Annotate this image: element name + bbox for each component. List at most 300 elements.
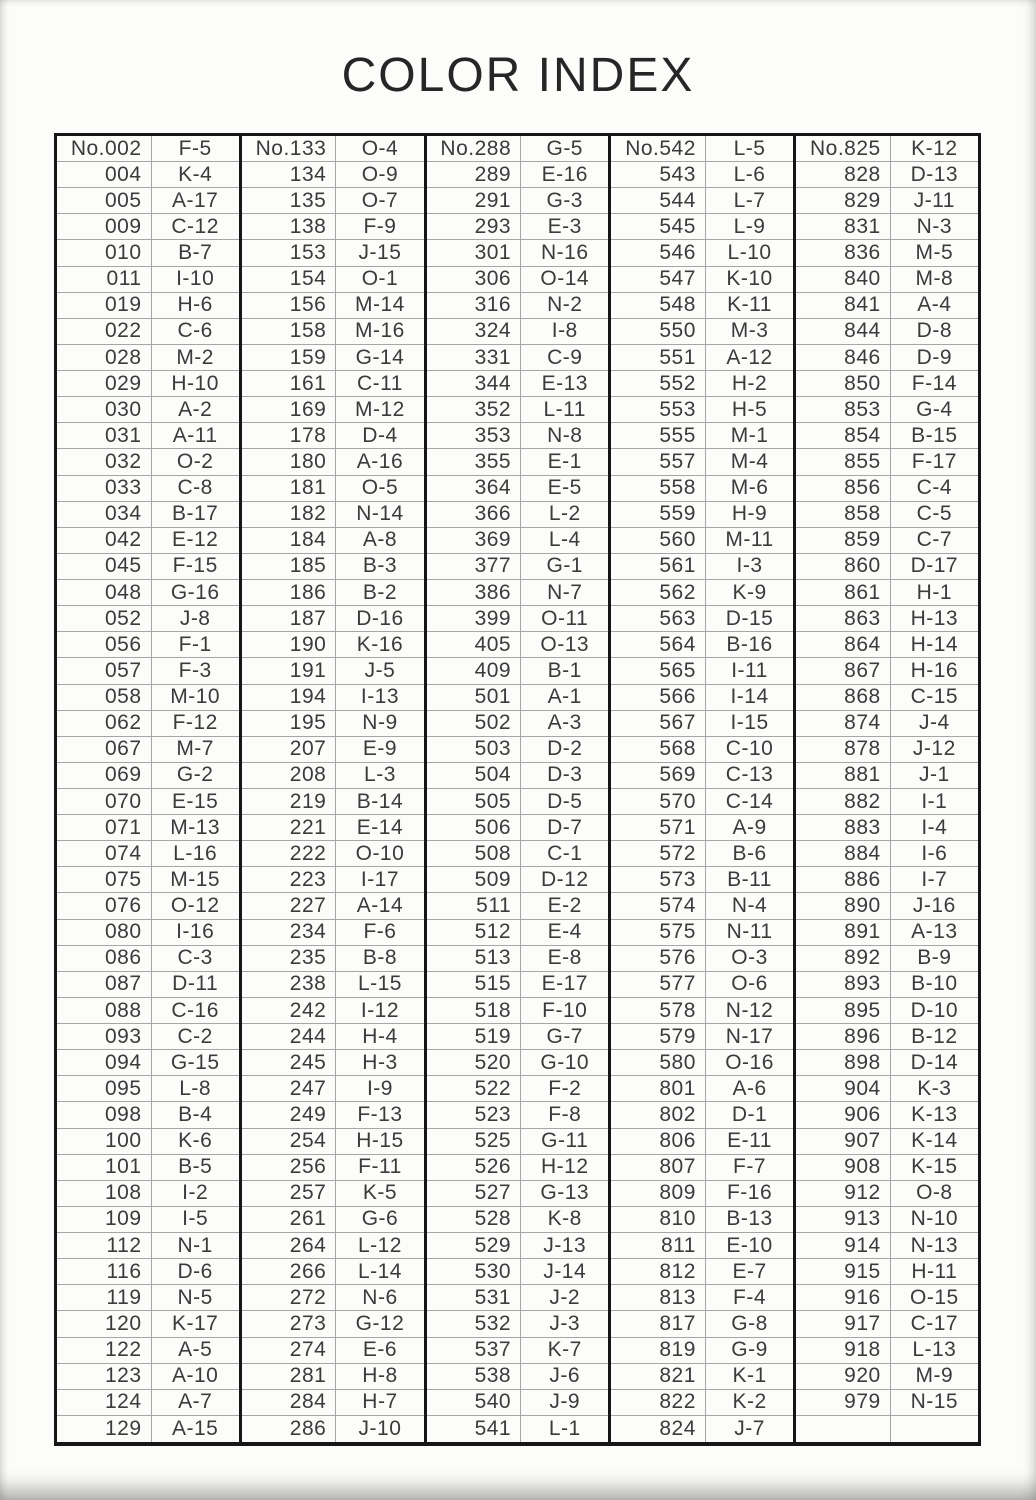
color-number-cell: 181	[242, 476, 337, 502]
color-code-cell: N-1	[152, 1233, 239, 1259]
color-number-cell: 890	[796, 893, 891, 919]
color-number-cell: 004	[57, 162, 152, 188]
color-code-cell: M-4	[706, 449, 793, 475]
color-code-cell: M-8	[891, 267, 978, 293]
color-code-cell: G-10	[521, 1050, 608, 1076]
color-code-cell: J-12	[891, 737, 978, 763]
color-code-cell: A-10	[152, 1364, 239, 1390]
color-number-cell: No.825	[796, 136, 891, 162]
color-code-cell: M-1	[706, 423, 793, 449]
color-code-cell: O-13	[521, 632, 608, 658]
color-code-cell: A-4	[891, 293, 978, 319]
color-number-cell: 979	[796, 1390, 891, 1416]
color-code-cell: H-10	[152, 371, 239, 397]
color-code-cell: K-10	[706, 267, 793, 293]
color-number-cell: 100	[57, 1129, 152, 1155]
color-number-cell: 886	[796, 867, 891, 893]
color-code-cell: B-7	[152, 240, 239, 266]
color-code-cell: J-7	[734, 1416, 765, 1440]
color-code-cell: C-2	[152, 1024, 239, 1050]
column-pair-3	[424, 136, 609, 1442]
color-code-cell: K-3	[891, 1076, 978, 1102]
color-number-cell: 088	[57, 998, 152, 1024]
color-code-cell: A-7	[152, 1390, 239, 1416]
color-code-cell: J-9	[521, 1390, 608, 1416]
color-code-cell: F-5	[152, 136, 239, 162]
color-code-cell: O-7	[336, 188, 423, 214]
color-number-cell: 028	[57, 345, 152, 371]
color-code-cell: A-5	[152, 1338, 239, 1364]
color-code-cell: K-2	[706, 1390, 793, 1416]
color-code-cell: G-9	[706, 1338, 793, 1364]
color-number-cell: 506	[427, 815, 522, 841]
color-number-cell: 129	[57, 1416, 152, 1442]
color-number-cell: 101	[57, 1155, 152, 1181]
color-number-cell: 906	[796, 1102, 891, 1128]
color-number-cell: No.133	[242, 136, 337, 162]
color-number-cell: 550	[611, 319, 706, 345]
color-code-cell: H-5	[706, 397, 793, 423]
color-number-cell: 169	[242, 397, 337, 423]
color-code-cell: L-11	[521, 397, 608, 423]
color-number-cell: 134	[242, 162, 337, 188]
color-code-cell: G-16	[152, 580, 239, 606]
color-number-cell: 219	[242, 789, 337, 815]
color-code-cell: F-4	[706, 1285, 793, 1311]
color-code-cell: D-14	[891, 1050, 978, 1076]
color-code-cell: F-12	[152, 711, 239, 737]
color-number-cell: 893	[796, 972, 891, 998]
color-code-cell: C-13	[706, 763, 793, 789]
color-number-cell: 572	[611, 841, 706, 867]
color-number-cell: 034	[57, 502, 152, 528]
color-number-cell: 850	[796, 371, 891, 397]
color-code-cell: G-11	[521, 1129, 608, 1155]
color-code-cell: B-9	[891, 946, 978, 972]
color-code-cell: B-12	[891, 1024, 978, 1050]
color-code-cell: G-4	[891, 397, 978, 423]
color-code-cell: M-16	[336, 319, 423, 345]
color-code-cell: J-2	[521, 1285, 608, 1311]
color-code-cell: B-16	[706, 632, 793, 658]
color-code-cell: K-16	[336, 632, 423, 658]
color-number-cell: 094	[57, 1050, 152, 1076]
color-number-cell: 190	[242, 632, 337, 658]
color-code-cell: H-1	[891, 580, 978, 606]
color-code-cell: K-13	[891, 1102, 978, 1128]
color-number-cell: 891	[796, 920, 891, 946]
color-code-cell: E-10	[706, 1233, 793, 1259]
color-code-cell: E-12	[152, 528, 239, 554]
color-code-cell: K-7	[521, 1338, 608, 1364]
color-code-cell: H-4	[336, 1024, 423, 1050]
color-number-cell: 571	[611, 815, 706, 841]
color-code-cell: N-16	[521, 240, 608, 266]
color-code-cell: M-14	[336, 293, 423, 319]
color-code-cell: A-1	[521, 685, 608, 711]
column-pair-5	[793, 136, 978, 1442]
color-code-cell: C-14	[706, 789, 793, 815]
color-number-cell: 544	[611, 188, 706, 214]
color-code-cell: M-9	[891, 1364, 978, 1390]
color-code-cell: J-3	[521, 1311, 608, 1337]
color-number-cell: 030	[57, 397, 152, 423]
color-code-cell: K-8	[521, 1207, 608, 1233]
color-number-cell: 195	[242, 711, 337, 737]
color-number-cell: 817	[611, 1311, 706, 1337]
color-number-cell: 242	[242, 998, 337, 1024]
color-code-cell: F-2	[521, 1076, 608, 1102]
color-number-cell: 512	[427, 920, 522, 946]
color-number-cell: 316	[427, 293, 522, 319]
color-code-cell: N-9	[336, 711, 423, 737]
color-code-cell: K-11	[706, 293, 793, 319]
color-number-cell: 822	[611, 1390, 706, 1416]
color-code-cell: M-3	[706, 319, 793, 345]
color-code-cell: F-7	[706, 1155, 793, 1181]
color-number-cell: 080	[57, 920, 152, 946]
color-code-cell: J-4	[891, 711, 978, 737]
color-number-cell: 116	[57, 1259, 152, 1285]
color-number-cell: 819	[611, 1338, 706, 1364]
color-number-cell: 854	[796, 423, 891, 449]
color-code-cell: K-15	[891, 1155, 978, 1181]
color-number-cell: 828	[796, 162, 891, 188]
color-code-cell: J-6	[521, 1364, 608, 1390]
color-number-cell: 108	[57, 1181, 152, 1207]
color-number-cell: 513	[427, 946, 522, 972]
color-code-cell: L-7	[706, 188, 793, 214]
color-code-cell: I-14	[706, 685, 793, 711]
color-number-cell: 878	[796, 737, 891, 763]
color-number-cell: 859	[796, 528, 891, 554]
color-code-cell: B-11	[706, 867, 793, 893]
color-code-cell: N-8	[521, 423, 608, 449]
color-number-cell: 918	[796, 1338, 891, 1364]
color-number-cell: No.288	[427, 136, 522, 162]
page-title: COLOR INDEX	[341, 49, 695, 102]
color-index-table	[54, 133, 981, 1446]
color-number-cell: 266	[242, 1259, 337, 1285]
color-number-cell: 861	[796, 580, 891, 606]
color-number-cell: 840	[796, 267, 891, 293]
color-number-cell: 917	[796, 1311, 891, 1337]
color-code-cell: C-3	[152, 946, 239, 972]
color-code-cell: A-17	[152, 188, 239, 214]
color-number-cell: 154	[242, 267, 337, 293]
color-code-cell: G-13	[521, 1181, 608, 1207]
color-number-cell: 578	[611, 998, 706, 1024]
color-code-cell: K-12	[891, 136, 978, 162]
color-code-cell: F-11	[336, 1155, 423, 1181]
color-number-cell: 045	[57, 554, 152, 580]
color-number-cell: 399	[427, 606, 522, 632]
color-number-cell: 509	[427, 867, 522, 893]
color-number-cell: 010	[57, 240, 152, 266]
color-code-cell: A-11	[152, 423, 239, 449]
color-number-cell: 809	[611, 1181, 706, 1207]
color-number-cell: 058	[57, 685, 152, 711]
color-number-cell: 541	[427, 1416, 522, 1442]
color-code-cell: C-10	[706, 737, 793, 763]
color-code-cell: I-9	[336, 1076, 423, 1102]
color-number-cell: 293	[427, 214, 522, 240]
color-code-cell: C-1	[521, 841, 608, 867]
color-code-cell: D-3	[521, 763, 608, 789]
color-number-cell: 560	[611, 528, 706, 554]
color-number-cell: 156	[242, 293, 337, 319]
color-code-cell: F-17	[891, 449, 978, 475]
color-code-cell: N-11	[706, 920, 793, 946]
color-number-cell: 511	[427, 893, 522, 919]
color-code-cell: I-11	[706, 658, 793, 684]
color-code-cell: M-15	[152, 867, 239, 893]
color-code-cell: F-8	[521, 1102, 608, 1128]
color-code-cell: F-9	[336, 214, 423, 240]
color-code-cell: J-16	[891, 893, 978, 919]
color-code-cell: B-13	[706, 1207, 793, 1233]
color-code-cell: O-5	[336, 476, 423, 502]
color-code-cell: M-7	[152, 737, 239, 763]
color-number-cell: 221	[242, 815, 337, 841]
color-code-cell: N-5	[152, 1285, 239, 1311]
color-code-cell: E-4	[521, 920, 608, 946]
color-code-cell: C-9	[521, 345, 608, 371]
color-number-cell: 547	[611, 267, 706, 293]
color-code-cell: G-14	[336, 345, 423, 371]
color-number-cell: 122	[57, 1338, 152, 1364]
color-code-cell: G-1	[521, 554, 608, 580]
color-code-cell: A-16	[336, 449, 423, 475]
color-number-cell: 207	[242, 737, 337, 763]
color-code-cell: F-14	[891, 371, 978, 397]
color-number-cell: 238	[242, 972, 337, 998]
color-number-cell: 868	[796, 685, 891, 711]
color-code-cell: K-17	[152, 1311, 239, 1337]
color-code-cell: F-3	[152, 658, 239, 684]
column-pair-1	[57, 136, 239, 1442]
color-code-cell: M-6	[706, 476, 793, 502]
color-code-cell: G-3	[521, 188, 608, 214]
color-number-cell: 067	[57, 737, 152, 763]
color-code-cell: D-5	[521, 789, 608, 815]
color-code-cell: B-17	[152, 502, 239, 528]
color-code-cell: D-15	[706, 606, 793, 632]
color-number-cell: 178	[242, 423, 337, 449]
color-number-cell: 344	[427, 371, 522, 397]
color-number-cell: 523	[427, 1102, 522, 1128]
color-number-cell: 915	[796, 1259, 891, 1285]
color-number-cell: 186	[242, 580, 337, 606]
color-number-cell: 546	[611, 240, 706, 266]
color-number-cell: 281	[242, 1364, 337, 1390]
color-number-cell: 551	[611, 345, 706, 371]
color-number-cell: 124	[57, 1390, 152, 1416]
color-number-cell: 405	[427, 632, 522, 658]
column-pair-4	[608, 136, 793, 1442]
color-number-cell: 892	[796, 946, 891, 972]
color-number-cell: 377	[427, 554, 522, 580]
color-number-cell: 009	[57, 214, 152, 240]
color-number-cell: 123	[57, 1364, 152, 1390]
color-code-cell: L-15	[336, 972, 423, 998]
color-number-cell: 831	[796, 214, 891, 240]
color-number-cell: 863	[796, 606, 891, 632]
color-number-cell: 112	[57, 1233, 152, 1259]
color-code-cell: O-11	[521, 606, 608, 632]
color-number-cell: 874	[796, 711, 891, 737]
color-code-cell: A-15	[171, 1416, 219, 1440]
color-number-cell: 908	[796, 1155, 891, 1181]
color-number-cell: 567	[611, 711, 706, 737]
color-number-cell: 858	[796, 502, 891, 528]
color-code-cell: O-2	[152, 449, 239, 475]
color-number-cell: 301	[427, 240, 522, 266]
color-code-cell: H-6	[152, 293, 239, 319]
color-code-cell: B-6	[706, 841, 793, 867]
color-code-cell: B-8	[336, 946, 423, 972]
color-code-cell: N-14	[336, 502, 423, 528]
color-code-cell: A-6	[706, 1076, 793, 1102]
color-number-cell: 042	[57, 528, 152, 554]
color-code-cell: N-17	[706, 1024, 793, 1050]
color-number-cell: 558	[611, 476, 706, 502]
color-number-cell: 244	[242, 1024, 337, 1050]
color-number-cell: 895	[796, 998, 891, 1024]
color-number-cell: 109	[57, 1207, 152, 1233]
color-number-cell: 836	[796, 240, 891, 266]
color-code-cell: D-16	[336, 606, 423, 632]
color-code-cell: I-12	[336, 998, 423, 1024]
color-number-cell: 187	[242, 606, 337, 632]
color-number-cell: 273	[242, 1311, 337, 1337]
color-number-cell: 247	[242, 1076, 337, 1102]
color-number-cell: 552	[611, 371, 706, 397]
color-number-cell: 528	[427, 1207, 522, 1233]
color-number-cell: 855	[796, 449, 891, 475]
color-code-cell: C-15	[891, 685, 978, 711]
color-code-cell: J-14	[521, 1259, 608, 1285]
color-code-cell: A-2	[152, 397, 239, 423]
color-number-cell: 369	[427, 528, 522, 554]
color-number-cell: 884	[796, 841, 891, 867]
color-number-cell: 537	[427, 1338, 522, 1364]
color-number-cell: 531	[427, 1285, 522, 1311]
color-code-cell: G-7	[521, 1024, 608, 1050]
color-code-cell: E-9	[336, 737, 423, 763]
color-number-cell: 031	[57, 423, 152, 449]
color-code-cell: O-16	[706, 1050, 793, 1076]
color-number-cell: 810	[611, 1207, 706, 1233]
color-code-cell: B-1	[521, 658, 608, 684]
color-code-cell: A-13	[891, 920, 978, 946]
color-code-cell: E-7	[706, 1259, 793, 1285]
color-code-cell: K-6	[152, 1129, 239, 1155]
color-code-cell: M-5	[891, 240, 978, 266]
color-code-cell: I-2	[152, 1181, 239, 1207]
color-code-cell: N-6	[336, 1285, 423, 1311]
color-number-cell: 841	[796, 293, 891, 319]
color-code-cell: H-15	[336, 1129, 423, 1155]
color-code-cell: O-6	[706, 972, 793, 998]
color-code-cell: J-1	[891, 763, 978, 789]
color-code-cell: F-13	[336, 1102, 423, 1128]
color-code-cell: F-16	[706, 1181, 793, 1207]
color-code-cell: J-5	[336, 658, 423, 684]
color-code-cell: B-14	[336, 789, 423, 815]
color-code-cell: D-2	[521, 737, 608, 763]
color-code-cell: K-4	[152, 162, 239, 188]
color-number-cell: 898	[796, 1050, 891, 1076]
color-code-cell: D-13	[891, 162, 978, 188]
color-number-cell: 005	[57, 188, 152, 214]
color-code-cell: D-1	[706, 1102, 793, 1128]
color-number-cell: 355	[427, 449, 522, 475]
color-number-cell: 811	[611, 1233, 706, 1259]
color-number-cell: 185	[242, 554, 337, 580]
color-code-cell: N-10	[891, 1207, 978, 1233]
color-code-cell: D-10	[891, 998, 978, 1024]
color-number-cell: 914	[796, 1233, 891, 1259]
color-code-cell: I-17	[336, 867, 423, 893]
color-code-cell: M-13	[152, 815, 239, 841]
color-number-cell: 813	[611, 1285, 706, 1311]
color-number-cell: 806	[611, 1129, 706, 1155]
color-number-cell: 159	[242, 345, 337, 371]
color-code-cell: E-17	[521, 972, 608, 998]
color-number-cell: 545	[611, 214, 706, 240]
color-code-cell: I-15	[706, 711, 793, 737]
color-code-cell: I-16	[152, 920, 239, 946]
color-number-cell: 153	[242, 240, 337, 266]
color-code-cell: G-5	[521, 136, 608, 162]
color-number-cell: 557	[611, 449, 706, 475]
color-code-cell: D-9	[891, 345, 978, 371]
color-number-cell: 234	[242, 920, 337, 946]
color-number-cell: 515	[427, 972, 522, 998]
color-number-cell: 227	[242, 893, 337, 919]
color-number-cell: 860	[796, 554, 891, 580]
color-code-cell: H-16	[891, 658, 978, 684]
color-code-cell: C-12	[152, 214, 239, 240]
color-code-cell: B-15	[891, 423, 978, 449]
color-code-cell: L-12	[336, 1233, 423, 1259]
color-code-cell: A-12	[706, 345, 793, 371]
color-code-cell: L-16	[152, 841, 239, 867]
color-code-cell: I-4	[891, 815, 978, 841]
color-code-cell: L-6	[706, 162, 793, 188]
color-number-cell: 208	[242, 763, 337, 789]
color-number-cell: 525	[427, 1129, 522, 1155]
color-number-cell: 575	[611, 920, 706, 946]
color-code-cell: L-9	[706, 214, 793, 240]
color-number-cell: 353	[427, 423, 522, 449]
color-code-cell: N-7	[521, 580, 608, 606]
color-code-cell: O-10	[336, 841, 423, 867]
color-code-cell: C-11	[336, 371, 423, 397]
color-code-cell: D-7	[521, 815, 608, 841]
color-number-cell: 264	[242, 1233, 337, 1259]
color-number-cell: 518	[427, 998, 522, 1024]
color-number-cell: 867	[796, 658, 891, 684]
color-code-cell: A-8	[336, 528, 423, 554]
color-number-cell: 052	[57, 606, 152, 632]
color-number-cell: 527	[427, 1181, 522, 1207]
color-code-cell: G-8	[706, 1311, 793, 1337]
color-number-cell: 086	[57, 946, 152, 972]
color-code-cell: H-3	[336, 1050, 423, 1076]
color-number-cell: 881	[796, 763, 891, 789]
